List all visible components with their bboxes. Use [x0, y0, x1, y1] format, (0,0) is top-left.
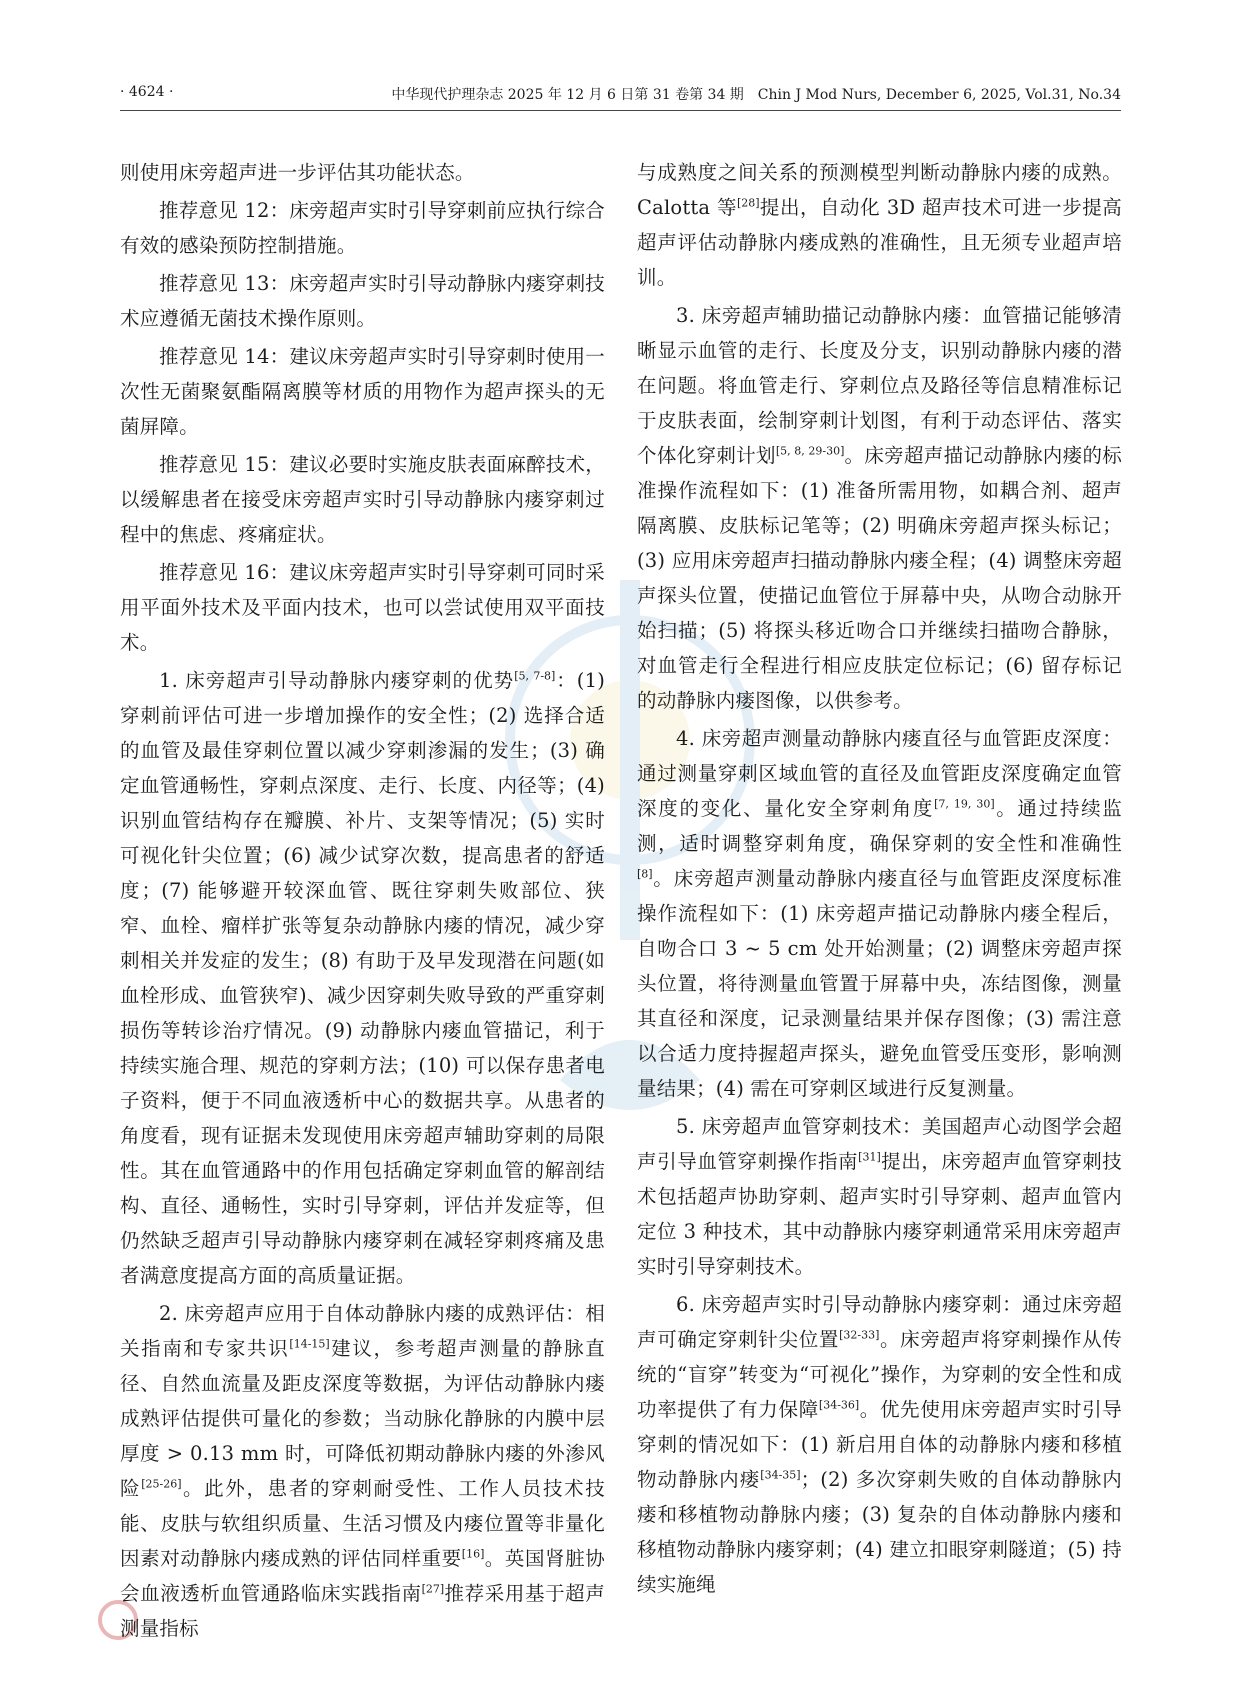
paragraph-text: 。床旁超声测量动静脉内瘘直径与血管距皮深度标准操作流程如下：(1) 床旁超声描记动静脉内瘘全程后，自吻合口 3 ~ 5 cm 处开始测量；(2) 调整床旁超声探头位置，将待测量血管置于屏幕中央，冻结图像，测量其直径和深度，记录测量结果并保存图像；(3) 需注意以合适力度持握超声探头，避免血管受压变形，影响测量结果；(4) 需在可穿刺区域进行反复测量。 [637, 867, 1122, 1100]
paragraph [120, 339, 605, 444]
paragraph [120, 266, 605, 336]
paragraph [120, 447, 605, 552]
citation-ref: [34-35] [760, 1468, 801, 1482]
citation-ref: [5, 8, 29-30] [775, 444, 845, 458]
paragraph [637, 155, 1122, 295]
paragraph [120, 155, 605, 190]
citation-ref: [27] [421, 1582, 445, 1596]
citation-ref: [31] [858, 1150, 881, 1164]
paragraph-text: 建议，参考超声测量的静脉直径、自然血流量及距皮深度等数据，为评估动静脉内瘘成熟评估提供可量化的参数；当动脉化静脉的内膜中层厚度 > 0.13 mm 时，可降低初期动静脉内瘘的外渗风险 [120, 1337, 605, 1500]
paragraph-text: 提出，床旁超声血管穿刺技术包括超声协助穿刺、超声实时引导穿刺、超声血管内定位 3 种技术，其中动静脉内瘘穿刺通常采用床旁超声实时引导穿刺技术。 [637, 1150, 1123, 1278]
paragraph [120, 555, 605, 660]
paragraph-text: 推荐意见 14：建议床旁超声实时引导穿刺时使用一次性无菌聚氨酯隔离膜等材质的用物作为超声探头的无菌屏障。 [120, 345, 605, 438]
paragraph [120, 193, 605, 263]
paragraph-text: 。床旁超声将穿刺操作从传统的“盲穿”转变为“可视化”操作，为穿刺的安全性和成功率提供了有力保障 [637, 1328, 1122, 1421]
running-header [120, 80, 1121, 111]
citation-ref: [25-26] [141, 1477, 182, 1491]
citation-ref: [28] [736, 196, 760, 210]
paragraph [637, 721, 1122, 1106]
paragraph [120, 1296, 605, 1646]
paragraph-text: 推荐意见 12：床旁超声实时引导穿刺前应执行综合有效的感染预防控制措施。 [120, 199, 605, 257]
paragraph [637, 298, 1122, 718]
paragraph-text: 。通过持续监测，适时调整穿刺角度，确保穿刺的安全性和准确性 [637, 797, 1123, 855]
citation-ref: [8] [637, 867, 653, 881]
paragraph-text: 推荐意见 15：建议必要时实施皮肤表面麻醉技术，以缓解患者在接受床旁超声实时引导动静脉内瘘穿刺过程中的焦虑、疼痛症状。 [120, 453, 605, 546]
paragraph-text: ：(1) 穿刺前评估可进一步增加操作的安全性；(2) 选择合适的血管及最佳穿刺位置以减少穿刺渗漏的发生；(3) 确定血管通畅性，穿刺点深度、走行、长度、内径等；(4) 识别血管结构存在瓣膜、补片、支架等情况；(5) 实时可视化针尖位置；(6) 减少试穿次数，提高患者的舒适度；(7) 能够避开较深血管、既往穿刺失败部位、狭窄、血栓、瘤样扩张等复杂动静脉内瘘的情况，减少穿刺相关并发症的发生；(8) 有助于及早发现潜在问题(如血栓形成、血管狭窄)、减少因穿刺失败导致的严重穿刺损伤等转诊治疗情况。(9) 动静脉内瘘血管描记，利于持续实施合理、规范的穿刺方法；(10) 可以保存患者电子资料，便于不同血液透析中心的数据共享。从患者的角度看，现有证据未发现使用床旁超声辅助穿刺的局限性。其在血管通路中的作用包括确定穿刺血管的解剖结构、直径、通畅性，实时引导穿刺，评估并发症等，但仍然缺乏超声引导动静脉内瘘穿刺在减轻穿刺疼痛及患者满意度提高方面的高质量证据。 [120, 669, 605, 1287]
paragraph [637, 1109, 1122, 1284]
paragraph-text: 5. 床旁超声血管穿刺技术：美国超声心动图学会超声引导血管穿刺操作指南 [637, 1115, 1122, 1173]
citation-ref: [32-33] [839, 1328, 880, 1342]
citation-ref: [34-36] [818, 1398, 860, 1412]
journal-citation: 中华现代护理杂志 2025 年 12 月 6 日第 31 卷第 34 期 Chin J Mod Nurs, December 6, 2025, Vol.31, No.34 [391, 87, 1121, 103]
paragraph-text: 6. 床旁超声实时引导动静脉内瘘穿刺：通过床旁超声可确定穿刺针尖位置 [637, 1293, 1122, 1351]
paragraph-text: 推荐意见 13：床旁超声实时引导动静脉内瘘穿刺技术应遵循无菌技术操作原则。 [120, 272, 605, 330]
paragraph-text: 1. 床旁超声引导动静脉内瘘穿刺的优势 [159, 669, 515, 692]
page-number: · 4624 · [120, 84, 174, 100]
paragraph-text: 3. 床旁超声辅助描记动静脉内瘘：血管描记能够清晰显示血管的走行、长度及分支，识别动静脉内瘘的潜在问题。将血管走行、穿刺位点及路径等信息精准标记于皮肤表面，绘制穿刺计划图，有利于动态评估、落实个体化穿刺计划 [637, 304, 1122, 467]
paragraph-text: 则使用床旁超声进一步评估其功能状态。 [120, 161, 475, 184]
paragraph-text: 。英国肾脏协会血液透析血管通路临床实践指南 [120, 1547, 606, 1605]
paragraph-text: 4. 床旁超声测量动静脉内瘘直径与血管距皮深度：通过测量穿刺区域血管的直径及血管距皮深度确定血管深度的变化、量化安全穿刺角度 [637, 727, 1122, 820]
citation-ref: [5, 7-8] [514, 669, 556, 683]
citation-ref: [16] [461, 1547, 485, 1561]
paragraph-text: 。此外，患者的穿刺耐受性、工作人员技术技能、皮肤与软组织质量、生活习惯及内瘘位置等非量化因素对动静脉内瘘成熟的评估同样重要 [120, 1477, 605, 1570]
paragraph-text: 。优先使用床旁超声实时引导穿刺的情况如下：(1) 新启用自体的动静脉内瘘和移植物动静脉内瘘 [637, 1398, 1122, 1491]
citation-ref: [7, 19, 30] [934, 797, 995, 811]
paragraph [120, 663, 605, 1293]
paragraph-text: ；(2) 多次穿刺失败的自体动静脉内瘘和移植物动静脉内瘘；(3) 复杂的自体动静脉内瘘和移植物动静脉内瘘穿刺；(4) 建立扣眼穿刺隧道；(5) 持续实施绳 [637, 1468, 1122, 1596]
paragraph-text: 2. 床旁超声应用于自体动静脉内瘘的成熟评估：相关指南和专家共识 [120, 1302, 605, 1360]
citation-ref: [14-15] [289, 1337, 330, 1351]
left-column [120, 155, 606, 1640]
paragraph-text: 与成熟度之间关系的预测模型判断动静脉内瘘的成熟。Calotta 等 [637, 161, 1122, 219]
paragraph [637, 1287, 1122, 1602]
right-column [637, 155, 1122, 1625]
paragraph-text: 推荐意见 16：建议床旁超声实时引导穿刺可同时采用平面外技术及平面内技术，也可以尝试使用双平面技术。 [120, 561, 605, 654]
paragraph-text: 提出，自动化 3D 超声技术可进一步提高超声评估动静脉内瘘成熟的准确性，且无须专业超声培训。 [637, 196, 1122, 289]
paragraph-text: 。床旁超声描记动静脉内瘘的标准操作流程如下：(1) 准备所需用物，如耦合剂、超声隔离膜、皮肤标记笔等；(2) 明确床旁超声探头标记；(3) 应用床旁超声扫描动静脉内瘘全程；(4) 调整床旁超声探头位置，使描记血管位于屏幕中央，从吻合动脉开始扫描；(5) 将探头移近吻合口并继续扫描吻合静脉，对血管走行全程进行相应皮肤定位标记；(6) 留存标记的动静脉内瘘图像，以供参考。 [637, 444, 1123, 712]
paragraph-text: 推荐采用基于超声测量指标 [120, 1582, 605, 1640]
